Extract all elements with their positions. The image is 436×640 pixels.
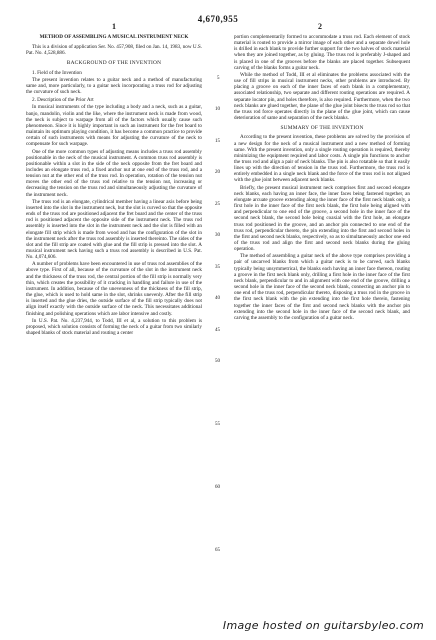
line-number: 40 xyxy=(215,296,220,301)
heading-background: BACKGROUND OF THE INVENTION xyxy=(66,60,162,67)
left-paragraph-5: In U.S. Pat. No. 4,237,944, to Todd, III et al, a solution to this problem is proposed, which solution consists of forming the neck of a guitar from two similarly shaped blanks of stock material and routing a center xyxy=(26,317,202,337)
left-paragraph-4: A number of problems have been encountered in use of truss rod assemblies of the above type. First of all, because of the curvature of the slot in the instrument neck and the thickness of the truss rod, the central portion of the fill strip is normally very thin, which creates the possibility of it cracking in handling and failure in use of the instrument. In addition, because of the unevenness of the thickness of the fill strip, the glue, which is used to hold same in the slot, shrinks unevenly. After the fill strip is inserted and the glue dries, the outside surface of the fill strip typically does not align itself exactly with the outside surface of the neck. This necessitates additional finishing and polishing operations which are labor intensive and costly. xyxy=(26,261,202,317)
right-paragraph-3: According to the present invention, these problems are solved by the provision of a new design for the neck of a musical instrument and a new method of forming same. With the present invention, only a single routing operation is required, thereby minimizing the equipment required and labor costs. A single pin functions to anchor the truss rod and align a pair of neck blanks. The pin is also rotatable so that it easily lines up with the direction of tension in the truss rod. Furthermore, the truss rod is entirely embedded in a single neck blank and the force of the truss rod is not aligned with the glue joint between adjacent neck blanks. xyxy=(234,134,410,184)
line-number: 15 xyxy=(215,139,220,144)
line-number: 30 xyxy=(215,233,220,238)
line-number: 20 xyxy=(215,170,220,175)
line-number: 10 xyxy=(215,107,220,112)
patent-number: 4,670,955 xyxy=(197,14,239,24)
line-number: 45 xyxy=(215,328,220,333)
left-paragraph-1: In musical instruments of the type including a body and a neck, such as a guitar, banjo, mandolin, violin and the like, where the instrument neck is made from wood, the neck is subject to warpage from all of the factors which usually cause such phenomenon. Since it is highly important in such an instrument for the fret board to maintain its optimum playing condition, it has become a common practice to provide certain of such instruments with means for adjusting the curvature of the neck to compensate for such warpage. xyxy=(26,104,202,148)
right-column xyxy=(234,34,410,322)
left-paragraph-3: The truss rod is an elongate, cylindrical member having a linear axis before being inserted into the slot in the instrument neck, but the slot is curved so that the opposite ends of the truss rod are positioned adjacent the fret board and the center of the truss rod is positioned adjacent the opposite side of the instrument neck. The truss rod assembly is inserted into the slot in the instrument neck and the slot is filled with an elongate fill strip which is made from wood and has the configuration of the slot in the instrument neck after the truss rod assembly is inserted thereinto. The sides of the slot and the fill strip are coated with glue and the fill strip is pressed into the slot. A musical instrument neck having such a truss rod assembly is described in U.S. Pat. No. 4,074,606. xyxy=(26,198,202,261)
subheading-field: 1. Field of the Invention xyxy=(32,69,82,76)
left-column-number: 1 xyxy=(112,22,116,31)
right-paragraph-2: While the method of Todd, III et al eliminates the problems associated with the use of fill strips in musical instrument necks, other problems are introduced. By placing a groove on each of the inner faces of each blank in a complementary, associated relationship, two separate and different routing operations are required. A separate locator pin, and holes therefore, is also required. Furthermore, when the two neck blanks are glued together, the plane of the glue joint bisects the truss rod so that the truss rod force operates directly in the plane of the glue joint, which can cause deterioration of same and separation of the neck blanks. xyxy=(234,71,410,122)
heading-summary: SUMMARY OF THE INVENTION xyxy=(280,125,364,132)
left-paragraph-2: One of the more common types of adjusting means includes a truss rod assembly positionable in the neck of the musical instrument. A common truss rod assembly is positionable within a slot in the side of the neck opposite from the fret board and includes an elongate truss rod, a fixed anchor nut at one end of the truss rod, and a tension nut at the other end of the truss rod. In operation, rotation of the tension nut moves the other end of the truss rod relative to the tension nut, increasing or decreasing the tension on the truss rod and simultaneously adjusting the curvature of the instrument neck. xyxy=(26,148,202,198)
subheading-prior-art: 2. Description of the Prior Art xyxy=(32,97,94,104)
right-column-number: 2 xyxy=(318,22,322,31)
field-paragraph: The present invention relates to a guitar neck and a method of manufacturing same and, more particularly, to a guitar neck incorporating a truss rod for adjusting the curvature of such neck. xyxy=(26,76,202,96)
left-column xyxy=(26,34,202,337)
intro-paragraph: This is a division of application Ser. No. 457,908, filed on Jan. 14, 1983, now U.S. Pat. No. 4,528,886. xyxy=(26,44,202,57)
right-paragraph-1: portion complementarily formed to accommodate a truss rod. Each element of stock material is routed to provide a mirror image of each other and a separate dowel hole is drilled in each blank to provide further support for the two halves of stock material when they are joined together, as by gluing. The truss rod is preferably J-shaped and is placed in one of the grooves before the blanks are placed together. Subsequent carving of the blanks forms a guitar neck. xyxy=(234,34,410,71)
line-number: 60 xyxy=(215,485,220,490)
line-number: 65 xyxy=(215,548,220,553)
line-number: 55 xyxy=(215,422,220,427)
right-paragraph-4: Briefly, the present musical instrument neck comprises first and second elongate neck blanks, each having an inner face, the inner faces being fastened together, an elongate arcuate groove extending along the inner face of the first neck blank only, a first hole in the inner face of the first neck blank, the first hole being aligned with and perpendicular to one end of the groove, a second hole in the inner face of the second neck blank, the second hole being coaxial with the first hole, an elongate truss rod positioned in the groove, and an anchor pin connected to one end of the truss rod, perpendicular thereto, the pin extending into the first and second holes in the first and second neck blanks, respectively, so as to simultaneously anchor one end of the truss rod and align the first and second neck blanks during the gluing operation. xyxy=(234,184,410,253)
line-number: 5 xyxy=(217,76,220,81)
line-number: 50 xyxy=(215,359,220,364)
line-number: 35 xyxy=(215,265,220,270)
right-paragraph-5: The method of assembling a guitar neck of the above type comprises providing a pair of uncarved blanks from which a guitar neck is to be carved, such blanks typically being unsymmetrical, the blanks each having an inner face thereon, routing a groove in the first neck blank only, drilling a first hole in the inner face of the first neck blank, perpendicular to and in alignment with one end of the groove, drilling a second hole in the inner face of the second neck blank, connecting an anchor pin to one end of the truss rod, perpendicular thereto, disposing a truss rod in the groove in the first neck blank with the pin extending into the first hole therein, fastening together the inner faces of the first and second neck blanks with the anchor pin extending into the second hole in the inner face of the second neck blank, and carving the assembly to the configuration of a guitar neck. xyxy=(234,253,410,321)
watermark: Image hosted on guitarsbyleo.com xyxy=(222,619,424,632)
line-number: 25 xyxy=(215,202,220,207)
document-title: METHOD OF ASSEMBLING A MUSICAL INSTRUMENT NECK xyxy=(39,34,189,40)
